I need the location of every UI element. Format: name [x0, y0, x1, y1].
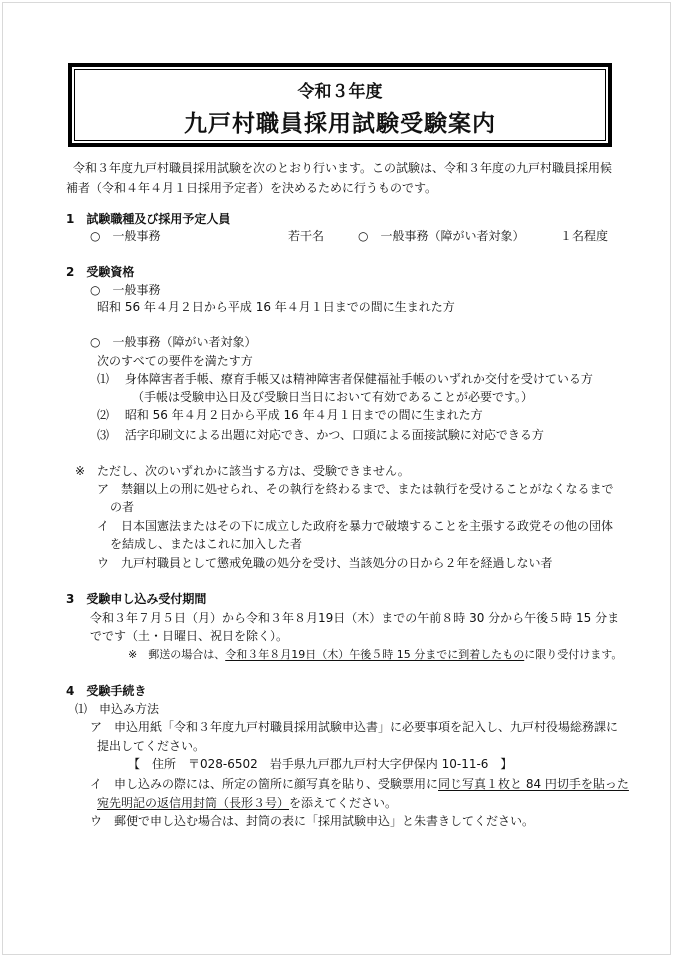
procedure-i-envelope: 宛先明記の返信用封筒（長形３号）	[97, 796, 290, 810]
requirement-2: ⑵ 昭和 56 年４月２日から平成 16 年４月１日までの間に生まれた方	[97, 408, 483, 422]
procedure-i-line2	[97, 795, 397, 811]
section3-heading: 3 受験申し込み受付期間	[66, 592, 207, 606]
qual-disability-title: ○ 一般事務（障がい者対象）	[90, 335, 257, 349]
exclusion-a-line1: ア 禁錮以上の刑に処せられ、その執行を終わるまで、または執行を受けることがなくなるまで	[97, 482, 614, 496]
qual-disability-lead: 次のすべての要件を満たす方	[97, 354, 253, 368]
job-general-admin-count: 若干名	[288, 229, 325, 243]
procedure-i-prefix: イ 申し込みの際には、所定の箇所に顔写真を貼り、受験票用に	[90, 777, 439, 791]
exclusion-i-line1: イ 日本国憲法またはその下に成立した政府を暴力で破壊することを主張する政党その他の団体	[97, 519, 614, 533]
procedure-a-line1: ア 申込用紙「令和３年度九戸村職員採用試験申込書」に必要事項を記入し、九戸村役場総務課に	[90, 720, 619, 734]
job-disability-count: １名程度	[560, 229, 609, 243]
office-address: 【 住所 〒028-6502 岩手県九戸郡九戸村大字伊保内 10-11-6 】	[128, 757, 513, 771]
intro-line2: 補者（令和４年４月１日採用予定者）を決めるために行うものです。	[66, 181, 438, 195]
qual-general-title: ○ 一般事務	[90, 283, 161, 297]
period-line2: でです（土・日曜日、祝日を除く）。	[90, 629, 289, 643]
procedure-i-suffix: を添えてください。	[289, 796, 398, 810]
section2-heading: 2 受験資格	[66, 265, 135, 279]
mail-note-deadline: 令和３年８月19日（木）午後５時 15 分までに到着したもの	[225, 648, 525, 661]
exclusion-i-line2: を結成し、またはこれに加入した者	[110, 537, 303, 551]
mail-note-prefix: ※ 郵送の場合は、	[128, 648, 226, 661]
requirement-3: ⑶ 活字印刷文による出題に対応でき、かつ、口頭による面接試験に対応できる方	[97, 428, 544, 442]
requirement-1: ⑴ 身体障害者手帳、療育手帳又は精神障害者保健福祉手帳のいずれか交付を受けている方	[97, 372, 593, 386]
mail-note-suffix: に限り受付けます。	[524, 648, 623, 661]
exclusion-note: ※ ただし、次のいずれかに該当する方は、受験できません。	[75, 464, 410, 478]
section1-heading: 1 試験職種及び採用予定人員	[66, 212, 231, 226]
intro-line1: 令和３年度九戸村職員採用試験を次のとおり行います。この試験は、令和３年度の九戸村職員採用候	[73, 161, 613, 175]
exclusion-u: ウ 九戸村職員として懲戒免職の処分を受け、当該処分の日から２年を経過しない者	[97, 556, 553, 570]
exclusion-a-line2: の者	[110, 500, 135, 514]
title-year: 令和３年度	[297, 82, 383, 102]
job-disability: ○ 一般事務（障がい者対象）	[358, 229, 525, 243]
job-general-admin: ○ 一般事務	[90, 229, 161, 243]
title-box	[68, 63, 612, 147]
qual-general-text: 昭和 56 年４月２日から平成 16 年４月１日までの間に生まれた方	[97, 300, 455, 314]
procedure-a-line2: 提出してください。	[97, 739, 206, 753]
requirement-1-note: （手帳は受験申込日及び受験日当日において有効であることが必要です。）	[132, 390, 534, 404]
section4-heading: 4 受験手続き	[66, 684, 147, 698]
procedure-i-line1	[90, 776, 629, 792]
period-line1: 令和３年７月５日（月）から令和３年８月19日（木）までの午前８時 30 分から午後５時 15 分ま	[90, 611, 620, 625]
page-title: 九戸村職員採用試験受験案内	[184, 111, 496, 137]
procedure-u: ウ 郵便で申し込む場合は、封筒の表に「採用試験申込」と朱書きしてください。	[90, 814, 535, 828]
procedure-i-photo-stamp: 同じ写真１枚と 84 円切手を貼った	[438, 777, 629, 791]
application-method-heading: ⑴ 申込み方法	[75, 702, 160, 716]
mail-note	[128, 647, 622, 663]
